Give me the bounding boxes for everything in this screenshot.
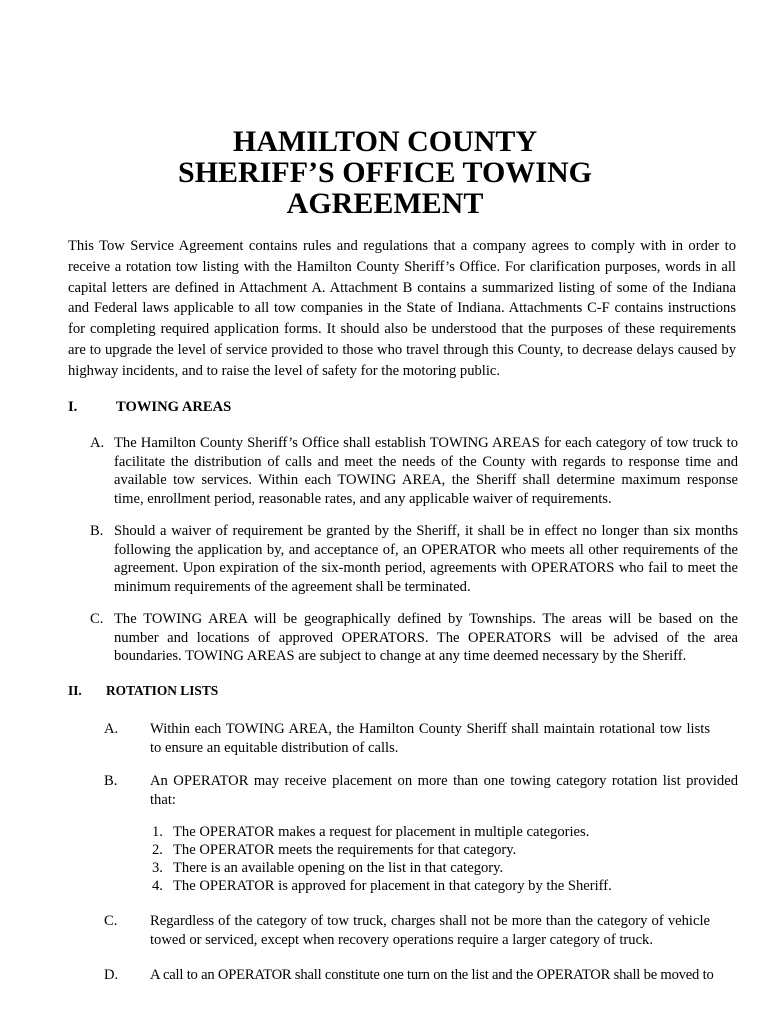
section-2-heading (68, 683, 368, 703)
item-text: A call to an OPERATOR shall constitute one turn on the list and the OPERATOR shall be moved to (150, 967, 714, 983)
title-line-2: SHERIFF’S OFFICE TOWING (178, 156, 592, 189)
item-text: Within each TOWING AREA, the Hamilton County Sheriff shall maintain rotational tow lists to ensure an equitable distribution of calls. (150, 721, 710, 756)
sublist-text: There is an available opening on the list in that category. (173, 860, 504, 876)
title-line-1: HAMILTON COUNTY (232, 125, 538, 158)
section-1-number: I. (68, 399, 78, 415)
item-label: A. (104, 721, 119, 737)
section-1-item-a (90, 434, 738, 510)
sublist-text: The OPERATOR meets the requirements for that category. (173, 842, 517, 858)
section-1-title: TOWING AREAS (116, 399, 232, 415)
sublist-item-2 (152, 841, 712, 860)
section-1-item-c (90, 610, 738, 668)
sublist-item-4 (152, 877, 712, 896)
item-text: The Hamilton County Sheriff’s Office shall establish TOWING AREAS for each category of tow truck to facilitate the distribution of calls and meet the needs of the County with regards to response time and available tow services. Within each TOWING AREA, the Sheriff shall determine maximum response time, enrollment period, reasonable rates, and any applicable waiver of requirements. (114, 435, 738, 507)
sublist-item-1 (152, 823, 712, 842)
section-2-title: ROTATION LISTS (106, 683, 219, 698)
sublist-item-3 (152, 859, 712, 878)
item-label: C. (104, 913, 118, 929)
sublist-label: 1. (152, 824, 163, 840)
item-label: D. (104, 967, 119, 983)
item-label: C. (90, 611, 104, 627)
sublist-text: The OPERATOR is approved for placement in that category by the Sheriff. (173, 878, 612, 894)
section-1-item-b (90, 522, 738, 598)
section-2-item-d (104, 966, 738, 986)
item-text: Should a waiver of requirement be granted by the Sheriff, it shall be in effect no longer than six months following the application by, and acceptance of, an OPERATOR who meets all other requirements of the agreement. Upon expiration of the six-month period, agreements with OPERATORS who fail to meet the minimum requirements of the agreement shall be terminated. (114, 523, 738, 595)
section-2-item-a (104, 720, 738, 760)
section-2-item-c (104, 912, 738, 952)
item-text: Regardless of the category of tow truck, charges shall not be more than the category of vehicle towed or serviced, except when recovery operations require a larger category of truck. (150, 913, 710, 948)
section-2-item-b (104, 772, 738, 812)
intro-paragraph: This Tow Service Agreement contains rules and regulations that a company agrees to comply with in order to receive a rotation tow listing with the Hamilton County Sheriff’s Office. For clarification purposes, words in all capital letters are defined in Attachment A. Attachment B contains a summarized listing of some of the Indiana and Federal laws applicable to all tow companies in the State of Indiana. Attachments C-F contains instructions for completing required application forms. It should also be understood that the purposes of these requirements are to upgrade the level of service provided to those who travel through this County, to decrease delays caused by highway incidents, and to raise the level of safety for the motoring public. (68, 238, 736, 379)
item-text: The TOWING AREA will be geographically defined by Townships. The areas will be based on the number and locations of approved OPERATORS. The OPERATORS will be advised of the area boundaries. TOWING AREAS are subject to change at any time deemed necessary by the Sheriff. (114, 611, 738, 665)
item-label: A. (90, 435, 105, 451)
sublist-label: 4. (152, 878, 163, 894)
sublist-text: The OPERATOR makes a request for placement in multiple categories. (173, 824, 590, 840)
section-1-heading (68, 399, 368, 419)
item-label: B. (90, 523, 104, 539)
sublist-label: 3. (152, 860, 163, 876)
item-label: B. (104, 773, 118, 789)
title-line-3: AGREEMENT (286, 187, 484, 220)
document-title (0, 126, 770, 219)
item-text: An OPERATOR may receive placement on more than one towing category rotation list provided that: (150, 773, 738, 808)
section-2-number: II. (68, 683, 82, 698)
sublist-label: 2. (152, 842, 163, 858)
